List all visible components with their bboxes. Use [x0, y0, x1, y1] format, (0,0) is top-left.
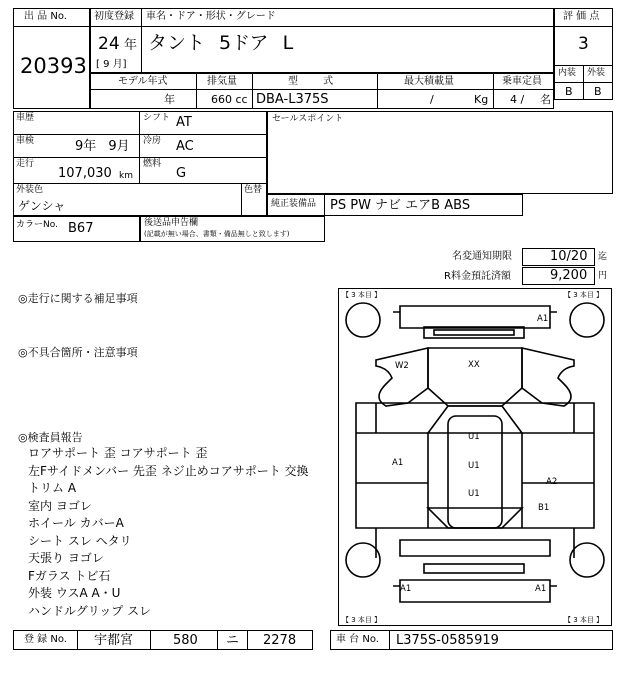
reg-region: 宇都宮	[94, 633, 134, 648]
car-name: タント 5ドア L	[148, 32, 294, 54]
diagram-corner-br: 【 3 本目 】	[564, 616, 604, 624]
shift-value: AT	[176, 115, 192, 130]
damage-mark-roof-front: U1	[468, 432, 480, 442]
docs-label: 後送品申告欄	[144, 218, 199, 228]
reg-no-label: 登 録 No.	[24, 634, 67, 645]
capacity-unit: 名	[540, 93, 551, 106]
fuel-value: G	[176, 166, 187, 181]
mileage-value: 107,030	[58, 166, 112, 181]
damage-mark-left-door: A1	[392, 458, 404, 468]
damage-mark-roof-rear: U1	[468, 489, 480, 499]
color-no-value: B67	[68, 221, 94, 236]
defect-notes-title: ◎不具合箇所・注意事項	[18, 346, 138, 359]
driving-notes-title: ◎走行に関する補足事項	[18, 292, 138, 305]
ext-color-label: 外装色	[16, 185, 44, 195]
inspector-line: 左Fサイドメンバー 先歪 ネジ止めコアサポート 交換	[28, 463, 309, 478]
capacity-value: 4 /	[510, 93, 525, 106]
inspector-line: シート スレ ヘタリ	[28, 533, 132, 548]
sales-point-label: セールスポイント	[272, 114, 344, 124]
docs-note: (記載が無い場合、書類・備品無しと致します)	[144, 230, 290, 238]
damage-mark-left-fender: W2	[395, 361, 409, 371]
interior-label: 内装	[558, 68, 577, 78]
inspector-line: 外装 ウスA A・U	[28, 586, 121, 600]
interior-value: B	[565, 85, 573, 98]
tire-front-right	[570, 303, 604, 337]
hood	[428, 348, 522, 406]
capacity-label: 乗車定員	[502, 76, 542, 87]
diagram-corner-tl: 【 3 本目 】	[342, 291, 382, 299]
inspector-line: ホイール カバーA	[28, 516, 124, 530]
model-year-label: モデル年式	[118, 76, 168, 87]
inspector-title: ◎検査員報告	[18, 431, 83, 444]
first-reg-label: 初度登録	[94, 11, 134, 22]
tire-rear-right	[570, 543, 604, 577]
ext-color-value: ゲンシャ	[18, 199, 66, 213]
damage-mark-hood: XX	[468, 360, 480, 370]
exterior-value: B	[594, 85, 602, 98]
max-load-label: 最大積載量	[404, 76, 454, 87]
name-change-label: 名変通知期限	[452, 251, 512, 262]
diagram-corner-bl: 【 3 本目 】	[342, 616, 382, 624]
name-change-unit: 迄	[598, 252, 608, 262]
fuel-label: 燃料	[143, 159, 162, 169]
mileage-unit: km	[119, 171, 133, 181]
front-fender-left	[376, 348, 428, 406]
chassis-value: L375S-0585919	[396, 633, 499, 648]
exterior-label: 外装	[587, 68, 606, 78]
lot-number: 20393	[20, 54, 87, 78]
vehicle-damage-diagram	[338, 288, 612, 626]
type-label: 型 式	[288, 76, 334, 87]
inspector-line: Fガラス トビ石	[28, 568, 111, 583]
inspector-line: 天張り ヨゴレ	[28, 551, 104, 565]
shift-label: シフト	[143, 113, 171, 123]
damage-mark-roof-mid: U1	[468, 461, 480, 471]
recycle-value: 9,200	[550, 268, 588, 283]
damage-mark-rear-right: A1	[535, 584, 547, 594]
equipment-value: PS PW ナビ エアB ABS	[330, 198, 471, 213]
inspection-value: 9年 9月	[75, 139, 130, 154]
first-reg-month: [ 9 月]	[96, 59, 127, 70]
mileage-label: 走行	[16, 159, 35, 169]
reg-number: 2278	[263, 633, 297, 648]
inspector-line: ハンドルグリップ スレ	[28, 603, 152, 618]
recycle-label: R料金預託済額	[444, 271, 511, 282]
max-load-value: /	[430, 93, 434, 106]
damage-mark-front-bumper: A1	[537, 314, 549, 324]
max-load-unit: Kg	[474, 93, 489, 106]
type-value: DBA-L375S	[256, 92, 329, 107]
equipment-label: 純正装備品	[271, 199, 317, 209]
rear-gate	[400, 540, 550, 556]
lot-label: 出 品 No.	[24, 11, 67, 22]
grade-label: 評 価 点	[563, 11, 600, 22]
displacement-value: 660 cc	[211, 93, 248, 106]
inspector-line: ロアサポート 歪 コアサポート 歪	[28, 446, 208, 460]
diagram-corner-tr: 【 3 本目 】	[564, 291, 604, 299]
car-name-label: 車名・ドア・形状・グレード	[146, 11, 276, 22]
front-bumper-outline	[400, 306, 550, 328]
first-reg-year: 24	[98, 34, 120, 54]
year-unit: 年	[124, 38, 138, 53]
inspector-line: 室内 ヨゴレ	[28, 498, 92, 513]
color-no-label: カラーNo.	[16, 220, 58, 230]
chassis-label: 車 台 No.	[336, 634, 379, 645]
displacement-label: 排気量	[207, 76, 237, 87]
damage-mark-rear-left: A1	[400, 584, 412, 594]
tire-rear-left	[346, 543, 380, 577]
ac-label: 冷房	[143, 136, 162, 146]
history-label: 車歴	[16, 113, 35, 123]
damage-mark-right-rocker: B1	[538, 503, 550, 513]
tire-front-left	[346, 303, 380, 337]
front-fender-right	[522, 348, 574, 406]
inspector-line: トリム A	[28, 481, 77, 495]
model-year-unit: 年	[164, 93, 175, 106]
repaint-label: 色替	[244, 185, 263, 195]
inspection-label: 車検	[16, 136, 35, 146]
reg-kana: ニ	[226, 633, 240, 648]
name-change-value: 10/20	[550, 249, 588, 264]
recycle-unit: 円	[598, 271, 608, 281]
ac-value: AC	[176, 139, 194, 154]
reg-class: 580	[173, 633, 198, 648]
damage-mark-right-rear-door: A2	[546, 477, 558, 487]
grade-value: 3	[578, 34, 589, 54]
